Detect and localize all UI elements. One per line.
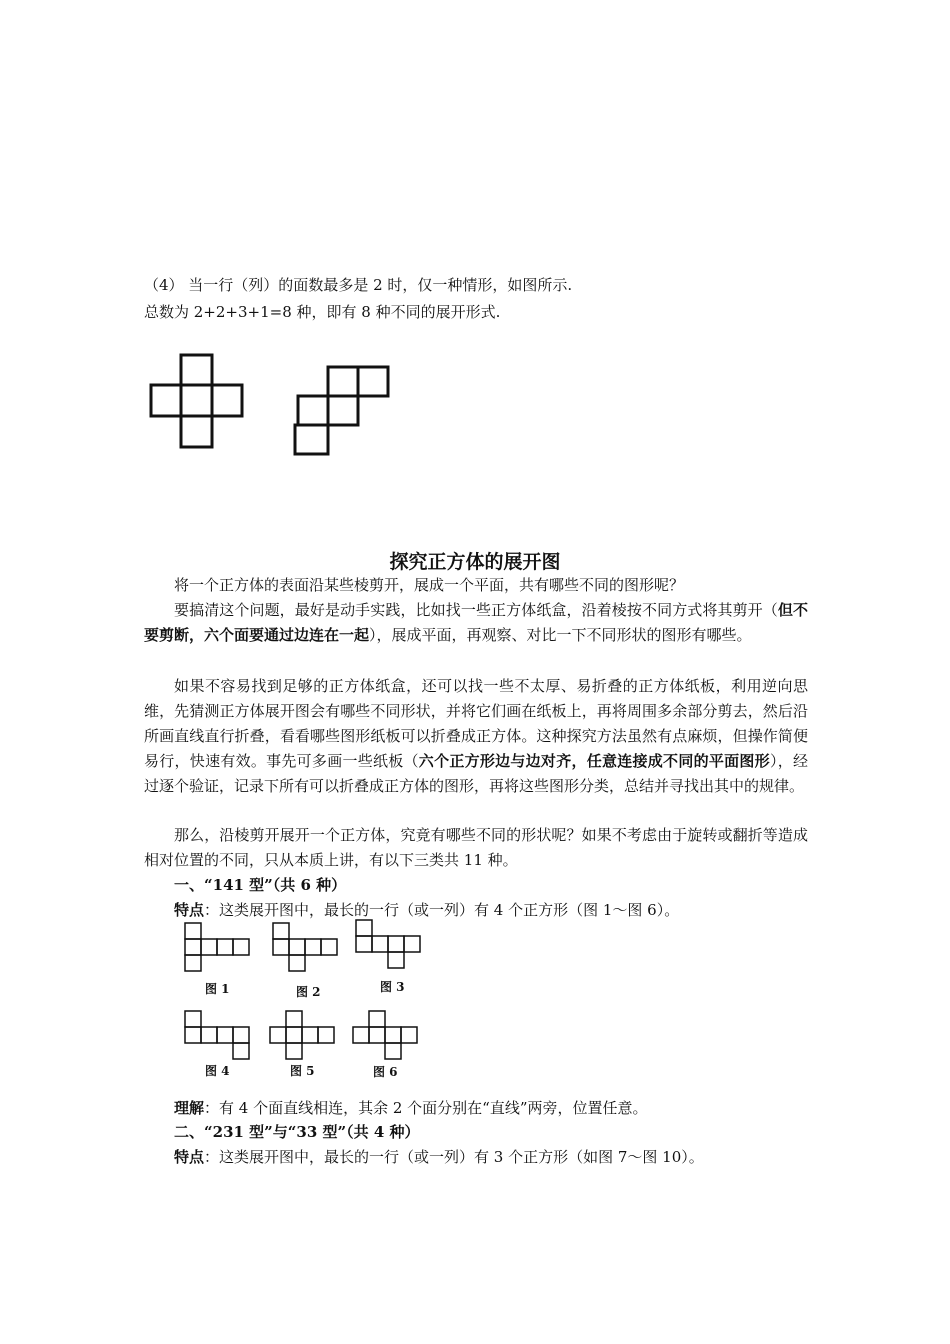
figure-5-net [269,1010,339,1062]
net-sketch-staircase [292,365,392,465]
figure-6-caption: 图 6 [373,1065,398,1079]
figure-5-caption: 图 5 [290,1064,315,1078]
feature-label: 特点 [174,901,205,919]
paragraph-2-text: 要搞清这个问题，最好是动手实践，比如找一些正方体纸盒，沿着棱按不同方式将其剪开（ [174,601,778,619]
paragraph-3-text: 如果不容易找到足够的正方体纸盒，还可以找一些不太厚、易折叠的正方体纸板，利用逆向思维，先猜测正方体展开图会有哪些不同形状，并将它们画在纸板上，再将周围多余部分剪去，然后沿所画直线直行折叠，看看哪些图形纸板可以折叠成正方体。这种探究方法虽然有点麻烦，但操作简便易行，快速有效。事先可多画一些纸板（ [144,677,808,770]
paragraph-2 [144,598,808,648]
figure-3-net [355,919,425,971]
feature-label-2: 特点 [174,1148,205,1166]
section-1-understanding [174,1097,648,1119]
feature-text-2: ：这类展开图中，最长的一行（或一列）有 3 个正方形（如图 7～图 10）。 [204,1148,704,1166]
figure-4-caption: 图 4 [205,1064,230,1078]
paragraph-1: 将一个正方体的表面沿某些棱剪开，展成一个平面，共有哪些不同的图形呢？ [174,576,685,594]
paragraph-2-text-end: ），展成平面，再观察、对比一下不同形状的图形有哪些。 [369,626,752,644]
paragraph-2-bold: 但不要剪断，六个面要通过边连在一起 [144,601,808,644]
feature-text: ：这类展开图中，最长的一行（或一列）有 4 个正方形（图 1～图 6）。 [204,901,680,919]
paragraph-3-text-end: ），经过逐个验证，记录下所有可以折叠成正方体的图形，再将这些图形分类，总结并寻找出其中的规律。 [144,752,808,795]
figure-4-net [184,1010,254,1062]
figure-6-net [352,1010,422,1062]
intro-line-1: （4） 当一行（列）的面数最多是 2 时，仅一种情形，如图所示. [144,276,573,294]
understand-label: 理解 [174,1099,205,1117]
section-1-heading: 一、“141 型”（共 6 种） [174,876,347,894]
understand-text: ：有 4 个面直线相连，其余 2 个面分别在“直线”两旁，位置任意。 [204,1099,648,1117]
paragraph-3 [144,674,808,799]
figure-3-caption: 图 3 [380,980,405,994]
paragraph-3-bold: 六个正方形边与边对齐，任意连接成不同的平面图形 [418,752,770,770]
net-sketch-cross [148,353,248,453]
intro-line-2: 总数为 2+2+3+1=8 种，即有 8 种不同的展开形式. [144,303,501,321]
section-2-heading: 二、“231 型”与“33 型”（共 4 种） [174,1123,420,1141]
section-title: 探究正方体的展开图 [389,551,561,573]
figure-1-net [184,922,254,974]
figure-1-caption: 图 1 [205,982,230,996]
section-1-feature [174,899,679,921]
section-2-feature [174,1146,704,1168]
figure-2-caption: 图 2 [296,985,321,999]
paragraph-4: 那么，沿棱剪开展开一个正方体，究竟有哪些不同的形状呢？如果不考虑由于旋转或翻折等造成相对位置的不同，只从本质上讲，有以下三类共 11 种。 [144,826,808,869]
figure-2-net [272,922,342,974]
